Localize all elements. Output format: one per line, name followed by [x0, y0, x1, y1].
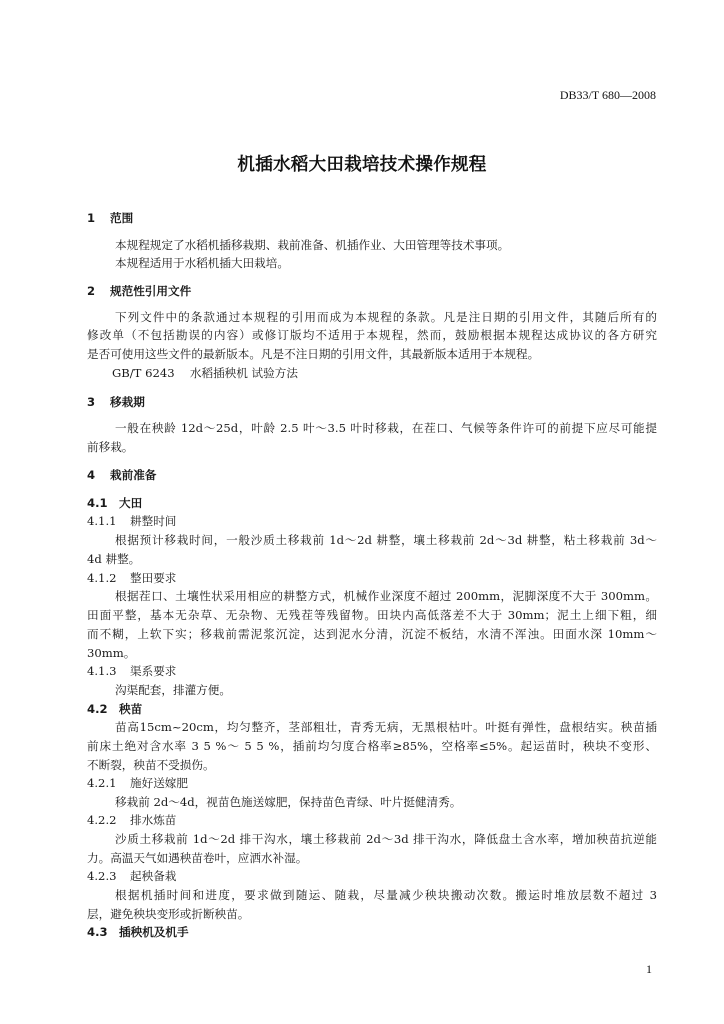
paragraph-line: 30mm。 — [87, 646, 136, 660]
section-3-heading — [87, 395, 145, 409]
section-number: 3 — [87, 395, 96, 409]
section-4-heading — [87, 468, 156, 482]
section-title: 排水炼苗 — [130, 813, 177, 827]
section-title: 施好送嫁肥 — [130, 776, 188, 790]
paragraph-line: 而不糊，上软下实；移栽前需泥浆沉淀，达到泥水分清，沉淀不板结，水清不浑浊。田面水深 10mm～ — [87, 627, 657, 641]
section-number: 4.1.3 — [87, 664, 117, 678]
paragraph-line: 不断裂，秧苗不受损伤。 — [87, 758, 215, 772]
paragraph-line: 前移栽。 — [87, 440, 134, 454]
section-number: 4.2.1 — [87, 776, 117, 790]
section-4-1-3-heading — [87, 664, 176, 678]
paragraph-line: 根据机插时间和进度，要求做到随运、随栽，尽量减少秧块搬动次数。搬运时堆放层数不超过 3 — [115, 888, 657, 902]
paragraph-line: 层，避免秧块变形或折断秧苗。 — [87, 907, 250, 921]
section-4-3-heading — [87, 925, 189, 939]
section-number: 4.2 — [87, 702, 108, 716]
paragraph-line: 根据预计移栽时间，一般沙质土移栽前 1d～2d 耕整，壤土移栽前 2d～3d 耕整，粘土移栽前 3d～ — [115, 533, 657, 547]
section-number: 4.2.2 — [87, 813, 117, 827]
paragraph-line: 根据茬口、土壤性状采用相应的耕整方式，机械作业深度不超过 200mm，泥脚深度不大于 300mm。 — [115, 589, 657, 603]
section-number: 4.1.2 — [87, 571, 117, 585]
section-number: 4 — [87, 468, 96, 482]
section-title: 插秧机及机手 — [119, 925, 189, 939]
paragraph-line: 沟渠配套，排灌方便。 — [115, 683, 231, 697]
document-title: 机插水稻大田栽培技术操作规程 — [237, 155, 487, 175]
paragraph-line: 一般在秧龄 12d～25d，叶龄 2.5 叶～3.5 叶时移栽，在茬口、气候等条件许可的前提下应尽可能提 — [115, 421, 657, 435]
section-title: 规范性引用文件 — [110, 284, 192, 298]
page-number: 1 — [646, 962, 652, 976]
section-number: 2 — [87, 284, 96, 298]
paragraph-line: 本规程适用于水稻机插大田栽培。 — [115, 256, 289, 270]
section-4-1-heading — [87, 496, 142, 510]
paragraph-line: 前床土绝对含水率 3 5 %～ 5 5 %，插前均匀度合格率≥85%，空格率≤5%。起运苗时，秧块不变形、 — [87, 739, 657, 753]
paragraph-line: 移栽前 2d～4d，视苗色施送嫁肥，保持苗色青绿、叶片挺健清秀。 — [115, 795, 462, 809]
section-4-2-3-heading — [87, 869, 176, 883]
paragraph-line: 沙质土移栽前 1d～2d 排干沟水，壤土移栽前 2d～3d 排干沟水，降低盘土含水率，增加秧苗抗逆能 — [115, 832, 657, 846]
section-title: 大田 — [119, 496, 143, 510]
reference-line: GB/T 6243 水稻插秧机 试验方法 — [112, 366, 298, 380]
section-2-heading — [87, 284, 191, 298]
section-title: 秧苗 — [119, 702, 143, 716]
section-title: 整田要求 — [130, 571, 177, 585]
paragraph-line: 4d 耕整。 — [87, 552, 141, 566]
section-4-2-1-heading — [87, 776, 188, 790]
section-4-1-2-heading — [87, 571, 176, 585]
section-title: 起秧备栽 — [130, 869, 177, 883]
section-number: 4.1 — [87, 496, 108, 510]
section-title: 范围 — [110, 211, 134, 225]
section-4-1-1-heading — [87, 514, 176, 528]
section-number: 4.1.1 — [87, 514, 117, 528]
section-title: 移栽期 — [110, 395, 145, 409]
section-title: 耕整时间 — [130, 514, 177, 528]
section-number: 1 — [87, 211, 96, 225]
section-4-2-2-heading — [87, 813, 176, 827]
section-number: 4.2.3 — [87, 869, 117, 883]
paragraph-line: 本规程规定了水稻机插移栽期、栽前准备、机插作业、大田管理等技术事项。 — [115, 238, 510, 252]
section-1-heading — [87, 211, 133, 225]
section-number: 4.3 — [87, 925, 108, 939]
paragraph-line: 下列文件中的条款通过本规程的引用而成为本规程的条款。凡是注日期的引用文件，其随后所有的 — [115, 310, 657, 324]
section-title: 栽前准备 — [110, 468, 157, 482]
paragraph-line: 修改单（不包括勘误的内容）或修订版均不适用于本规程，然而，鼓励根据本规程达成协议的各方研究 — [87, 328, 657, 342]
paragraph-line: 力。高温天气如遇秧苗卷叶，应洒水补湿。 — [87, 851, 308, 865]
paragraph-line: 是否可使用这些文件的最新版本。凡是不注日期的引用文件，其最新版本适用于本规程。 — [87, 347, 540, 361]
document-code: DB33/T 680—2008 — [559, 88, 656, 102]
section-4-2-heading — [87, 702, 142, 716]
paragraph-line: 田面平整，基本无杂草、无杂物、无残茬等残留物。田块内高低落差不大于 30mm；泥土上细下粗，细 — [87, 608, 657, 622]
paragraph-line: 苗高15cm~20cm，均匀整齐，茎部粗壮，青秀无病，无黑根枯叶。叶挺有弹性，盘根结实。秧苗插 — [115, 720, 657, 734]
section-title: 渠系要求 — [130, 664, 177, 678]
